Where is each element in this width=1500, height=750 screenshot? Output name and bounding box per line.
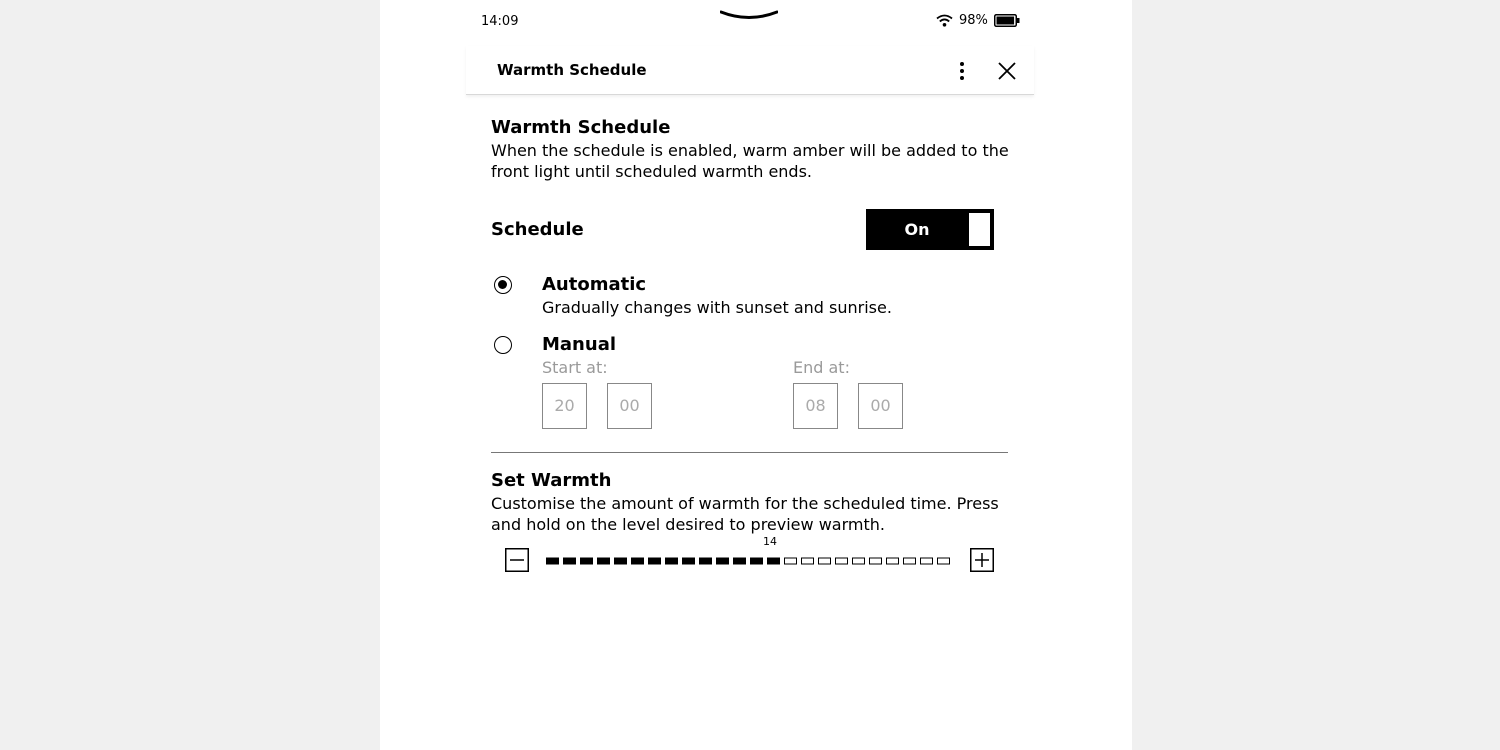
schedule-label: Schedule [491, 219, 584, 240]
warmth-schedule-description: When the schedule is enabled, warm amber will be added to the front light until scheduled warmth ends. [491, 141, 1009, 181]
battery-percent: 98% [959, 13, 988, 28]
kindle-screen [380, 0, 1132, 750]
set-warmth-description: Customise the amount of warmth for the scheduled time. Press and hold on the level desired to preview warmth. [491, 494, 999, 534]
minus-icon[interactable] [505, 548, 529, 572]
section-title-warmth-schedule: Warmth Schedule [491, 117, 671, 138]
wifi-icon [936, 14, 953, 27]
toggle-state-label: On [904, 220, 930, 239]
schedule-toggle[interactable] [866, 209, 994, 250]
manual-radio[interactable] [494, 336, 512, 354]
automatic-option-title: Automatic [542, 274, 647, 295]
manual-option-title: Manual [542, 334, 617, 355]
warmth-segment[interactable] [716, 558, 729, 565]
warmth-level-label: 14 [763, 535, 777, 548]
start-hour-field[interactable]: 20 [542, 383, 587, 429]
warmth-segment[interactable] [648, 558, 661, 565]
close-icon[interactable] [996, 60, 1018, 82]
status-indicators [936, 13, 1020, 28]
warmth-segment[interactable] [614, 558, 627, 565]
warmth-segment[interactable] [682, 558, 695, 565]
end-minute-field[interactable]: 00 [858, 383, 903, 429]
more-vertical-icon[interactable] [952, 60, 972, 82]
warmth-segment[interactable] [904, 558, 916, 564]
warmth-segment[interactable] [631, 558, 644, 565]
section-title-set-warmth: Set Warmth [491, 470, 612, 491]
warmth-segment[interactable] [699, 558, 712, 565]
warmth-segment[interactable] [785, 558, 797, 564]
end-at-label: End at: [793, 358, 850, 377]
automatic-radio[interactable] [494, 276, 512, 294]
status-time: 14:09 [481, 14, 519, 29]
warmth-segment[interactable] [802, 558, 814, 564]
warmth-level-meter[interactable] [546, 556, 952, 566]
warmth-segment[interactable] [887, 558, 899, 564]
title-bar [466, 46, 1034, 95]
pull-down-handle-icon[interactable] [720, 9, 778, 21]
warmth-segment[interactable] [853, 558, 865, 564]
warmth-segment[interactable] [580, 558, 593, 565]
plus-icon[interactable] [970, 548, 994, 572]
warmth-segment[interactable] [819, 558, 831, 564]
warmth-segment[interactable] [597, 558, 610, 565]
warmth-segment[interactable] [750, 558, 763, 565]
battery-icon [994, 14, 1020, 27]
warmth-segment[interactable] [767, 558, 780, 565]
warmth-segment[interactable] [921, 558, 933, 564]
start-at-label: Start at: [542, 358, 608, 377]
warmth-segment[interactable] [563, 558, 576, 565]
divider [491, 452, 1008, 453]
warmth-segment[interactable] [546, 558, 559, 565]
end-hour-field[interactable]: 08 [793, 383, 838, 429]
warmth-segment[interactable] [938, 558, 950, 564]
toggle-knob [967, 211, 992, 248]
warmth-segment[interactable] [870, 558, 882, 564]
start-minute-field[interactable]: 00 [607, 383, 652, 429]
automatic-option-description: Gradually changes with sunset and sunrise. [542, 298, 892, 317]
page-title: Warmth Schedule [497, 61, 647, 79]
warmth-segment[interactable] [665, 558, 678, 565]
warmth-segment[interactable] [733, 558, 746, 565]
warmth-segment[interactable] [836, 558, 848, 564]
